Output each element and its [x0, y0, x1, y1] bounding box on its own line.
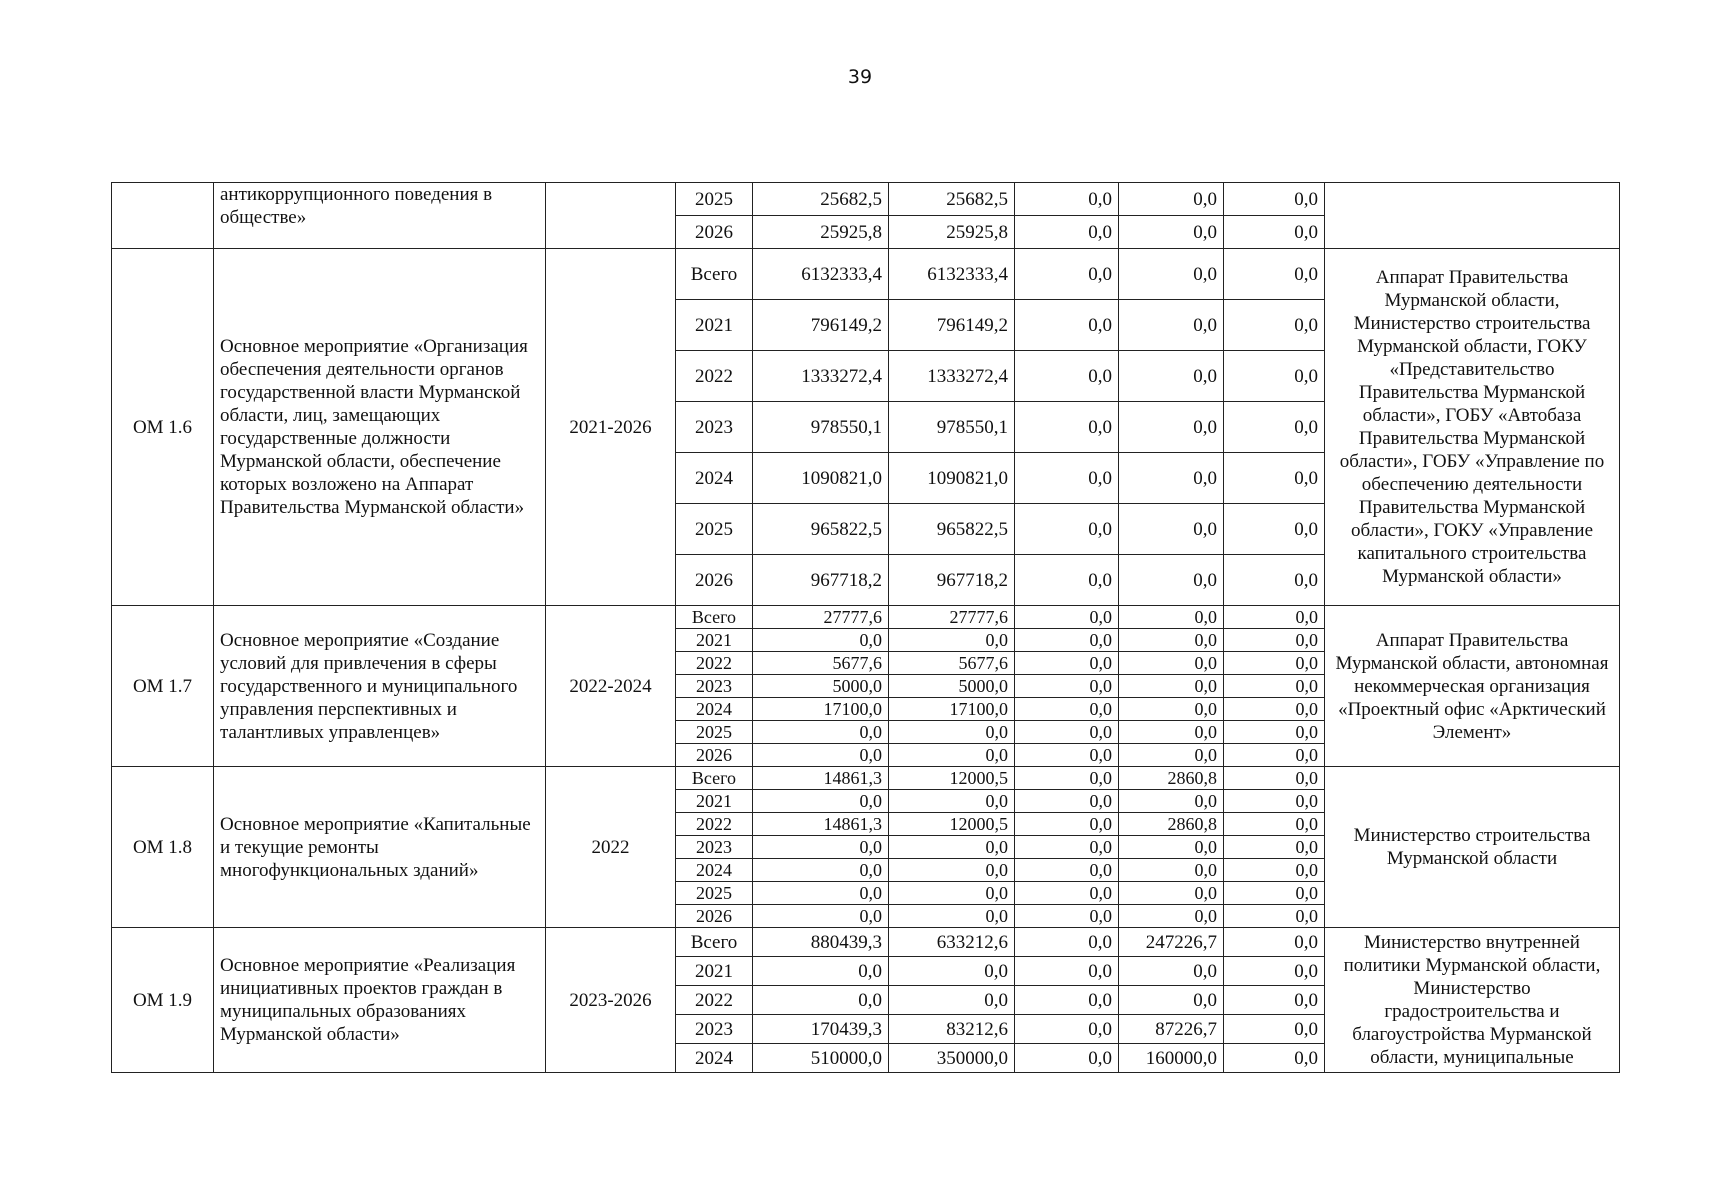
amount-cell: 0,0 [1015, 859, 1119, 882]
amount-cell: 978550,1 [889, 402, 1015, 453]
amount-cell: 0,0 [1015, 606, 1119, 629]
amount-cell: 0,0 [1015, 744, 1119, 767]
amount-cell: 0,0 [1224, 216, 1325, 249]
amount-cell: 0,0 [1015, 905, 1119, 928]
year-cell: 2022 [676, 652, 753, 675]
budget-table [111, 182, 1620, 1073]
amount-cell: 0,0 [1119, 986, 1224, 1015]
event-code: ОМ 1.7 [112, 606, 214, 767]
amount-cell: 0,0 [889, 836, 1015, 859]
amount-cell: 967718,2 [753, 555, 889, 606]
amount-cell: 0,0 [1015, 675, 1119, 698]
amount-cell: 0,0 [1224, 721, 1325, 744]
amount-cell: 2860,8 [1119, 813, 1224, 836]
event-period: 2022 [546, 767, 676, 928]
amount-cell: 0,0 [1119, 453, 1224, 504]
amount-cell: 0,0 [1224, 183, 1325, 216]
amount-cell: 0,0 [1119, 957, 1224, 986]
year-cell: 2023 [676, 1015, 753, 1044]
table-row [112, 928, 1620, 957]
amount-cell: 0,0 [1015, 813, 1119, 836]
amount-cell: 965822,5 [753, 504, 889, 555]
event-name: антикоррупционного поведения в обществе» [214, 183, 546, 249]
amount-cell: 27777,6 [889, 606, 1015, 629]
amount-cell: 0,0 [753, 859, 889, 882]
year-cell: 2025 [676, 504, 753, 555]
amount-cell: 0,0 [1224, 767, 1325, 790]
year-cell: Всего [676, 606, 753, 629]
amount-cell: 978550,1 [753, 402, 889, 453]
amount-cell: 0,0 [1119, 721, 1224, 744]
year-cell: 2021 [676, 629, 753, 652]
amount-cell: 14861,3 [753, 813, 889, 836]
year-cell: 2024 [676, 698, 753, 721]
amount-cell: 170439,3 [753, 1015, 889, 1044]
amount-cell: 0,0 [1119, 698, 1224, 721]
amount-cell: 0,0 [1224, 300, 1325, 351]
amount-cell: 0,0 [1224, 882, 1325, 905]
event-period: 2021-2026 [546, 249, 676, 606]
amount-cell: 0,0 [1119, 790, 1224, 813]
year-cell: 2021 [676, 790, 753, 813]
year-cell: 2025 [676, 882, 753, 905]
amount-cell: 0,0 [1119, 183, 1224, 216]
year-cell: 2024 [676, 859, 753, 882]
amount-cell: 0,0 [1119, 300, 1224, 351]
amount-cell: 0,0 [1224, 675, 1325, 698]
event-code [112, 183, 214, 249]
amount-cell: 0,0 [1119, 882, 1224, 905]
amount-cell: 0,0 [1224, 453, 1325, 504]
event-period [546, 183, 676, 249]
event-name: Основное мероприятие «Капитальные и текущие ремонты многофункциональных зданий» [214, 767, 546, 928]
event-code: ОМ 1.8 [112, 767, 214, 928]
amount-cell: 0,0 [1119, 629, 1224, 652]
year-cell: Всего [676, 249, 753, 300]
amount-cell: 0,0 [1015, 453, 1119, 504]
amount-cell: 0,0 [1015, 986, 1119, 1015]
executor-cell: Министерство внутренней политики Мурманской области, Министерство градостроительства и благоустройства Мурманской области, муниципальные [1325, 928, 1620, 1073]
amount-cell: 0,0 [1224, 813, 1325, 836]
amount-cell: 0,0 [1015, 882, 1119, 905]
amount-cell: 0,0 [889, 905, 1015, 928]
year-cell: 2023 [676, 675, 753, 698]
year-cell: 2026 [676, 555, 753, 606]
amount-cell: 25925,8 [753, 216, 889, 249]
amount-cell: 510000,0 [753, 1044, 889, 1073]
amount-cell: 0,0 [1015, 183, 1119, 216]
amount-cell: 83212,6 [889, 1015, 1015, 1044]
amount-cell: 0,0 [889, 721, 1015, 744]
amount-cell: 17100,0 [889, 698, 1015, 721]
amount-cell: 0,0 [753, 629, 889, 652]
amount-cell: 965822,5 [889, 504, 1015, 555]
year-cell: 2025 [676, 183, 753, 216]
amount-cell: 0,0 [1224, 928, 1325, 957]
amount-cell: 6132333,4 [753, 249, 889, 300]
amount-cell: 0,0 [1119, 402, 1224, 453]
amount-cell: 0,0 [889, 629, 1015, 652]
year-cell: 2021 [676, 957, 753, 986]
amount-cell: 0,0 [1015, 767, 1119, 790]
amount-cell: 0,0 [1224, 1044, 1325, 1073]
year-cell: 2025 [676, 721, 753, 744]
amount-cell: 0,0 [889, 957, 1015, 986]
amount-cell: 14861,3 [753, 767, 889, 790]
amount-cell: 0,0 [1015, 402, 1119, 453]
amount-cell: 0,0 [1015, 249, 1119, 300]
amount-cell: 5000,0 [889, 675, 1015, 698]
amount-cell: 0,0 [1224, 606, 1325, 629]
executor-cell: Аппарат Правительства Мурманской области, Министерство строительства Мурманской области, ГОКУ «Представительство Правительства Мурманской области», ГОБУ «Автобаза Правительства Мурманской области», ГОБУ «Управление по обеспечению деятельности Правительства Мурманской области», ГОКУ «Управление капитального строительства Мурманской области» [1325, 249, 1620, 606]
amount-cell: 1090821,0 [889, 453, 1015, 504]
amount-cell: 0,0 [753, 986, 889, 1015]
amount-cell: 1333272,4 [889, 351, 1015, 402]
amount-cell: 0,0 [1119, 555, 1224, 606]
amount-cell: 0,0 [1119, 859, 1224, 882]
amount-cell: 0,0 [1224, 555, 1325, 606]
amount-cell: 0,0 [1015, 698, 1119, 721]
amount-cell: 0,0 [1015, 721, 1119, 744]
amount-cell: 0,0 [753, 744, 889, 767]
year-cell: 2026 [676, 744, 753, 767]
amount-cell: 0,0 [1224, 986, 1325, 1015]
amount-cell: 27777,6 [753, 606, 889, 629]
amount-cell: 0,0 [1015, 555, 1119, 606]
amount-cell: 0,0 [1015, 351, 1119, 402]
event-code: ОМ 1.9 [112, 928, 214, 1073]
year-cell: 2022 [676, 351, 753, 402]
amount-cell: 25682,5 [753, 183, 889, 216]
amount-cell: 0,0 [1224, 351, 1325, 402]
amount-cell: 0,0 [1224, 249, 1325, 300]
amount-cell: 5677,6 [889, 652, 1015, 675]
amount-cell: 17100,0 [753, 698, 889, 721]
amount-cell: 1333272,4 [753, 351, 889, 402]
amount-cell: 0,0 [1015, 836, 1119, 859]
amount-cell: 0,0 [1015, 790, 1119, 813]
amount-cell: 5677,6 [753, 652, 889, 675]
event-name: Основное мероприятие «Организация обеспечения деятельности органов государственной власти Мурманской области, лиц, замещающих государственные должности Мурманской области, обеспечение которых возложено на Аппарат Правительства Мурманской области» [214, 249, 546, 606]
amount-cell: 0,0 [1224, 957, 1325, 986]
amount-cell: 0,0 [753, 957, 889, 986]
page-number: 39 [847, 66, 873, 88]
amount-cell: 247226,7 [1119, 928, 1224, 957]
table-row [112, 183, 1620, 216]
executor-cell [1325, 183, 1620, 249]
year-cell: 2024 [676, 1044, 753, 1073]
amount-cell: 0,0 [1224, 859, 1325, 882]
amount-cell: 6132333,4 [889, 249, 1015, 300]
amount-cell: 0,0 [889, 859, 1015, 882]
amount-cell: 0,0 [1119, 351, 1224, 402]
amount-cell: 0,0 [889, 882, 1015, 905]
amount-cell: 0,0 [1015, 957, 1119, 986]
amount-cell: 0,0 [753, 721, 889, 744]
amount-cell: 0,0 [889, 986, 1015, 1015]
amount-cell: 0,0 [1015, 300, 1119, 351]
year-cell: 2021 [676, 300, 753, 351]
amount-cell: 0,0 [1119, 905, 1224, 928]
event-name: Основное мероприятие «Реализация инициативных проектов граждан в муниципальных образованиях Мурманской области» [214, 928, 546, 1073]
amount-cell: 0,0 [1015, 504, 1119, 555]
amount-cell: 25925,8 [889, 216, 1015, 249]
year-cell: 2024 [676, 453, 753, 504]
amount-cell: 160000,0 [1119, 1044, 1224, 1073]
amount-cell: 0,0 [753, 790, 889, 813]
amount-cell: 0,0 [1224, 836, 1325, 859]
amount-cell: 796149,2 [889, 300, 1015, 351]
table-row [112, 767, 1620, 790]
executor-cell: Министерство строительства Мурманской области [1325, 767, 1620, 928]
amount-cell: 1090821,0 [753, 453, 889, 504]
amount-cell: 5000,0 [753, 675, 889, 698]
amount-cell: 0,0 [1015, 216, 1119, 249]
amount-cell: 0,0 [1119, 216, 1224, 249]
amount-cell: 0,0 [753, 905, 889, 928]
amount-cell: 0,0 [1015, 1044, 1119, 1073]
amount-cell: 0,0 [1015, 928, 1119, 957]
amount-cell: 967718,2 [889, 555, 1015, 606]
amount-cell: 0,0 [1224, 402, 1325, 453]
year-cell: Всего [676, 928, 753, 957]
amount-cell: 0,0 [1119, 652, 1224, 675]
amount-cell: 0,0 [1015, 1015, 1119, 1044]
amount-cell: 350000,0 [889, 1044, 1015, 1073]
amount-cell: 0,0 [1224, 905, 1325, 928]
executor-cell: Аппарат Правительства Мурманской области, автономная некоммерческая организация «Проектный офис «Арктический Элемент» [1325, 606, 1620, 767]
event-name: Основное мероприятие «Создание условий для привлечения в сферы государственного и муниципального управления перспективных и талантливых управленцев» [214, 606, 546, 767]
amount-cell: 796149,2 [753, 300, 889, 351]
amount-cell: 0,0 [1119, 249, 1224, 300]
amount-cell: 0,0 [1224, 744, 1325, 767]
amount-cell: 0,0 [1119, 504, 1224, 555]
amount-cell: 0,0 [1015, 629, 1119, 652]
table-row [112, 606, 1620, 629]
year-cell: 2026 [676, 905, 753, 928]
table-row [112, 249, 1620, 300]
amount-cell: 0,0 [889, 790, 1015, 813]
amount-cell: 0,0 [1119, 744, 1224, 767]
amount-cell: 2860,8 [1119, 767, 1224, 790]
amount-cell: 0,0 [753, 836, 889, 859]
amount-cell: 0,0 [1224, 504, 1325, 555]
amount-cell: 0,0 [1224, 652, 1325, 675]
year-cell: 2022 [676, 986, 753, 1015]
amount-cell: 0,0 [1224, 698, 1325, 721]
event-code: ОМ 1.6 [112, 249, 214, 606]
amount-cell: 0,0 [1224, 629, 1325, 652]
amount-cell: 25682,5 [889, 183, 1015, 216]
year-cell: 2023 [676, 836, 753, 859]
amount-cell: 0,0 [1224, 1015, 1325, 1044]
amount-cell: 0,0 [1119, 606, 1224, 629]
year-cell: 2023 [676, 402, 753, 453]
year-cell: Всего [676, 767, 753, 790]
amount-cell: 0,0 [1224, 790, 1325, 813]
amount-cell: 880439,3 [753, 928, 889, 957]
event-period: 2022-2024 [546, 606, 676, 767]
amount-cell: 87226,7 [1119, 1015, 1224, 1044]
year-cell: 2022 [676, 813, 753, 836]
amount-cell: 633212,6 [889, 928, 1015, 957]
year-cell: 2026 [676, 216, 753, 249]
amount-cell: 12000,5 [889, 813, 1015, 836]
amount-cell: 0,0 [753, 882, 889, 905]
amount-cell: 12000,5 [889, 767, 1015, 790]
amount-cell: 0,0 [1119, 836, 1224, 859]
amount-cell: 0,0 [1119, 675, 1224, 698]
amount-cell: 0,0 [1015, 652, 1119, 675]
amount-cell: 0,0 [889, 744, 1015, 767]
event-period: 2023-2026 [546, 928, 676, 1073]
